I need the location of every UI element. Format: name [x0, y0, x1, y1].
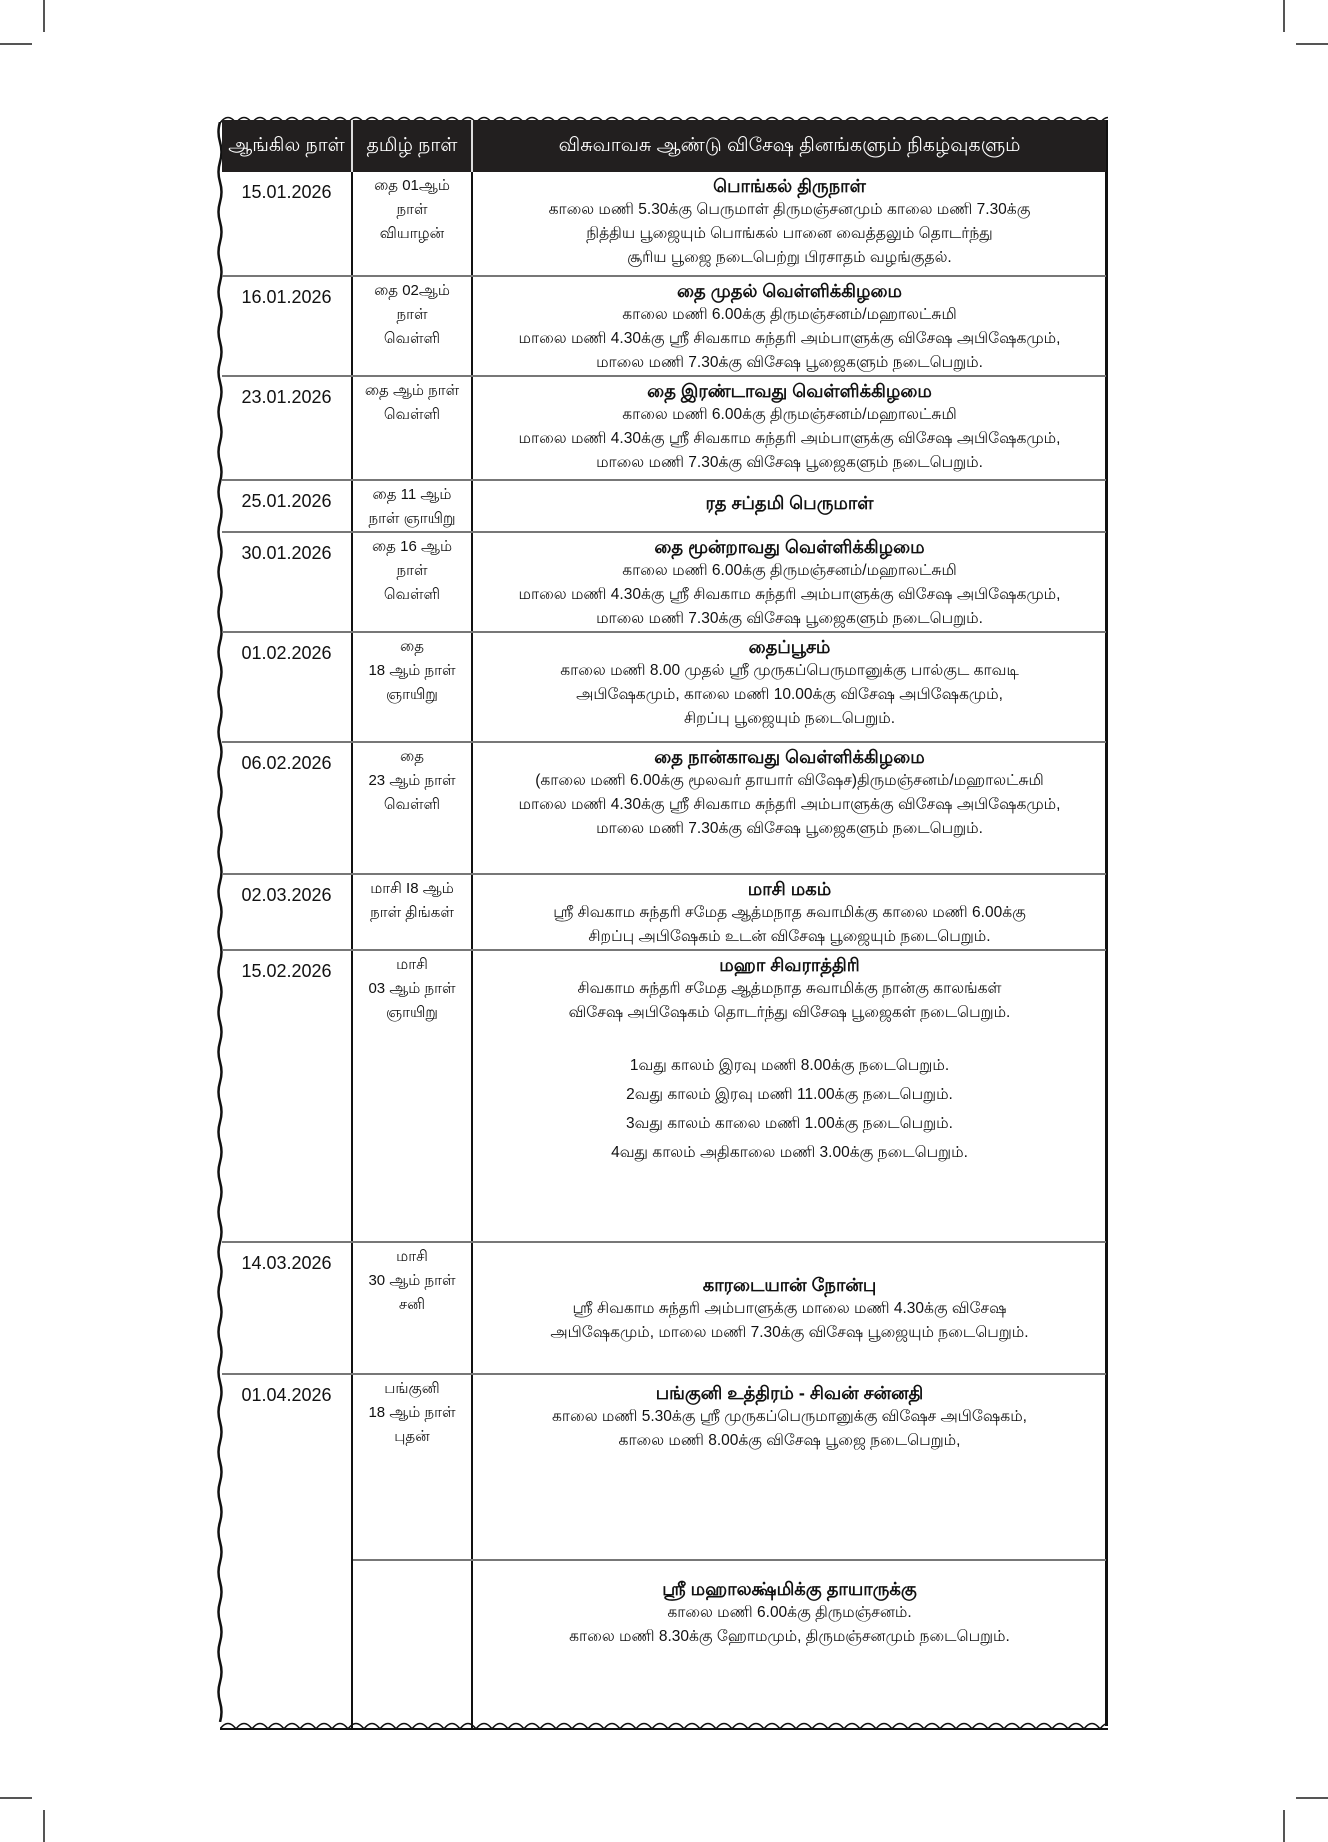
tamil-date-line: வியாழன்: [379, 225, 445, 242]
table-row: [222, 950, 1106, 1242]
tamil-date-line: 18 ஆம் நாள்: [368, 1404, 456, 1421]
tamil-date-line: நாள் திங்கள்: [370, 904, 454, 921]
crop-mark: [1283, 0, 1285, 32]
english-date: 23.01.2026: [241, 387, 332, 407]
tamil-date-line: மாசி: [396, 956, 428, 973]
english-date-cell: [222, 1374, 352, 1560]
tamil-date-line: தை 02ஆம்: [374, 282, 450, 299]
event-cell: [472, 950, 1106, 1242]
event-title: தை மூன்றாவது வெள்ளிக்கிழமை: [654, 537, 925, 557]
tamil-date-line: ஞாயிறு: [386, 686, 438, 703]
tamil-date-line: நாள்: [396, 562, 428, 579]
table-row: [222, 532, 1106, 632]
table-row: [222, 1560, 1106, 1728]
table-row: [222, 874, 1106, 950]
schedule-table: [222, 120, 1106, 1728]
crop-mark: [43, 0, 45, 32]
english-date-cell: [222, 480, 352, 532]
event-detail-line: மாலை மணி 4.30க்கு ஸ்ரீ சிவகாம சுந்தரி அம்பாளுக்கு விசேஷ அபிஷேகமும்,: [518, 330, 1061, 347]
kalam-line: 3வது காலம் காலை மணி 1.00க்கு நடைபெறும்.: [626, 1115, 953, 1132]
scalloped-border-bottom: [220, 1720, 1108, 1730]
event-cell: [472, 632, 1106, 742]
tamil-date-line: மாசி I8 ஆம்: [370, 880, 454, 897]
tamil-date-line: வெள்ளி: [383, 796, 441, 813]
event-detail-line: காலை மணி 8.30க்கு ஹோமமும், திருமஞ்சனமும் நடைபெறும்.: [569, 1628, 1010, 1645]
event-detail-line: காலை மணி 5.30க்கு பெருமாள் திருமஞ்சனமும் காலை மணி 7.30க்கு: [548, 201, 1031, 218]
table-row: [222, 1242, 1106, 1374]
crop-mark: [43, 1810, 45, 1842]
event-title: பொங்கல் திருநாள்: [713, 176, 866, 196]
event-detail-line: மாலை மணி 7.30க்கு விசேஷ பூஜைகளும் நடைபெறும்.: [596, 820, 983, 837]
table-row: [222, 1374, 1106, 1560]
tamil-date-line: தை ஆம் நாள்: [364, 382, 460, 399]
event-cell: [472, 874, 1106, 950]
event-cell: [472, 276, 1106, 376]
tamil-date-cell: [352, 172, 472, 276]
event-title: தை நான்காவது வெள்ளிக்கிழமை: [654, 747, 925, 767]
event-detail-line: காலை மணி 6.00க்கு திருமஞ்சனம்/மஹாலட்சுமி: [622, 406, 957, 423]
event-detail-line: மாலை மணி 4.30க்கு ஸ்ரீ சிவகாம சுந்தரி அம்பாளுக்கு விசேஷ அபிஷேகமும்,: [518, 796, 1061, 813]
event-cell: [472, 376, 1106, 480]
tamil-date-line: புதன்: [394, 1428, 430, 1445]
crop-mark: [0, 43, 32, 45]
tamil-date-cell: [352, 1560, 472, 1728]
event-detail-line: ஸ்ரீ சிவகாம சுந்தரி அம்பாளுக்கு மாலை மணி 4.30க்கு விசேஷ: [572, 1300, 1007, 1317]
tamil-date-line: தை: [400, 748, 424, 765]
event-cell: [472, 1242, 1106, 1374]
english-date: 06.02.2026: [241, 753, 332, 773]
english-date-cell: [222, 874, 352, 950]
kalam-line: 2வது காலம் இரவு மணி 11.00க்கு நடைபெறும்.: [626, 1086, 953, 1103]
schedule-sheet: [220, 114, 1108, 1730]
tamil-date-cell: [352, 1242, 472, 1374]
kalam-line: 1வது காலம் இரவு மணி 8.00க்கு நடைபெறும்.: [629, 1057, 950, 1074]
crop-mark: [1296, 1797, 1328, 1799]
english-date-cell: [222, 276, 352, 376]
tamil-date-line: நாள் ஞாயிறு: [368, 510, 456, 527]
tamil-date-line: 30 ஆம் நாள்: [368, 1272, 456, 1289]
english-date-cell: [222, 1242, 352, 1374]
tamil-date-line: சனி: [398, 1296, 426, 1313]
event-detail-line: ஸ்ரீ சிவகாம சுந்தரி சமேத ஆத்மநாத சுவாமிக்கு காலை மணி 6.00க்கு: [553, 904, 1026, 921]
event-title: மஹா சிவராத்திரி: [719, 955, 860, 975]
event-title: தைப்பூசம்: [748, 637, 831, 657]
event-detail-line: மாலை மணி 4.30க்கு ஸ்ரீ சிவகாம சுந்தரி அம்பாளுக்கு விசேஷ அபிஷேகமும்,: [518, 586, 1061, 603]
tamil-date-line: பங்குனி: [384, 1380, 440, 1397]
english-date-cell: [222, 376, 352, 480]
event-detail-line: சிறப்பு அபிஷேகம் உடன் விசேஷ பூஜையும் நடைபெறும்.: [588, 928, 991, 945]
tamil-date-line: 23 ஆம் நாள்: [368, 772, 456, 789]
event-title: ரத சப்தமி பெருமாள்: [705, 493, 874, 513]
english-date-cell: [222, 532, 352, 632]
tamil-date-line: தை 16 ஆம்: [371, 538, 453, 555]
tamil-date-line: தை: [400, 638, 424, 655]
tamil-date-line: 03 ஆம் நாள்: [368, 980, 456, 997]
tamil-date-cell: [352, 742, 472, 874]
event-detail-line: அபிஷேகமும், மாலை மணி 7.30க்கு விசேஷ பூஜையும் நடைபெறும்.: [550, 1324, 1029, 1341]
english-date: 16.01.2026: [241, 287, 332, 307]
event-cell: [472, 1560, 1106, 1728]
crop-mark: [1296, 43, 1328, 45]
english-date-cell: [222, 950, 352, 1242]
event-detail-line: மாலை மணி 4.30க்கு ஸ்ரீ சிவகாம சுந்தரி அம்பாளுக்கு விசேஷ அபிஷேகமும்,: [518, 430, 1061, 447]
tamil-date-cell: [352, 632, 472, 742]
event-detail-line: காலை மணி 6.00க்கு திருமஞ்சனம்/மஹாலட்சுமி: [622, 562, 957, 579]
english-date: 15.01.2026: [241, 182, 332, 202]
event-detail-line: மாலை மணி 7.30க்கு விசேஷ பூஜைகளும் நடைபெறும்.: [596, 454, 983, 471]
tamil-date-line: வெள்ளி: [383, 330, 441, 347]
crop-mark: [0, 1797, 32, 1799]
table-row: [222, 276, 1106, 376]
tamil-date-cell: [352, 532, 472, 632]
event-detail-line: விசேஷ அபிஷேகம் தொடர்ந்து விசேஷ பூஜைகள் நடைபெறும்.: [568, 1004, 1011, 1021]
event-title: பங்குனி உத்திரம் - சிவன் சன்னதி: [655, 1383, 924, 1403]
tamil-date-cell: [352, 874, 472, 950]
event-detail-line: அபிஷேகமும், காலை மணி 10.00க்கு விசேஷ அபிஷேகமும்,: [576, 686, 1003, 703]
tamil-date-cell: [352, 376, 472, 480]
tamil-date-line: ஞாயிறு: [386, 1004, 438, 1021]
english-date-cell: [222, 632, 352, 742]
event-detail-line: காலை மணி 6.00க்கு திருமஞ்சனம்.: [667, 1604, 912, 1621]
english-date: 14.03.2026: [241, 1253, 332, 1273]
event-detail-line: காலை மணி 8.00க்கு விசேஷ பூஜை நடைபெறும்,: [618, 1432, 961, 1449]
event-detail-line: காலை மணி 8.00 முதல் ஸ்ரீ முருகப்பெருமானுக்கு பால்குட காவடி: [560, 662, 1019, 679]
table-row: [222, 480, 1106, 532]
event-title: காரடையான் நோன்பு: [702, 1275, 877, 1295]
event-detail-line: (காலை மணி 6.00க்கு மூலவர் தாயார் விஷேச)திருமஞ்சனம்/மஹாலட்சுமி: [535, 772, 1044, 789]
tamil-date-line: நாள்: [396, 306, 428, 323]
english-date-cell: [222, 1560, 352, 1728]
event-cell: [472, 1374, 1106, 1560]
event-title: மாசி மகம்: [747, 879, 832, 899]
event-title: தை இரண்டாவது வெள்ளிக்கிழமை: [647, 381, 932, 401]
english-date-cell: [222, 172, 352, 276]
table-row: [222, 742, 1106, 874]
tamil-date-line: நாள்: [396, 201, 428, 218]
header-tamil-date: தமிழ் நாள்: [352, 120, 472, 172]
event-title: ஸ்ரீ மஹாலக்ஷ்மிக்கு தாயாருக்கு: [662, 1579, 917, 1599]
tamil-date-cell: [352, 950, 472, 1242]
event-title: தை முதல் வெள்ளிக்கிழமை: [676, 281, 903, 301]
tamil-date-line: தை 11 ஆம்: [372, 486, 452, 503]
english-date: 30.01.2026: [241, 543, 332, 563]
tamil-date-line: 18 ஆம் நாள்: [368, 662, 456, 679]
english-date: 25.01.2026: [241, 491, 332, 511]
event-detail-line: மாலை மணி 7.30க்கு விசேஷ பூஜைகளும் நடைபெறும்.: [596, 610, 983, 627]
tamil-date-line: மாசி: [396, 1248, 428, 1265]
tamil-date-line: தை 01ஆம்: [374, 177, 450, 194]
event-cell: [472, 172, 1106, 276]
english-date: 01.04.2026: [241, 1385, 332, 1405]
header-events: விசுவாவசு ஆண்டு விசேஷ தினங்களும் நிகழ்வுகளும்: [472, 120, 1106, 172]
table-row: [222, 632, 1106, 742]
event-cell: [472, 742, 1106, 874]
crop-mark: [1283, 1810, 1285, 1842]
table-row: [222, 172, 1106, 276]
event-detail-line: நித்திய பூஜையும் பொங்கல் பானை வைத்தலும் தொடர்ந்து: [586, 225, 993, 242]
tamil-date-cell: [352, 1374, 472, 1560]
english-date: 15.02.2026: [241, 961, 332, 981]
tamil-date-line: வெள்ளி: [383, 406, 441, 423]
english-date: 02.03.2026: [241, 885, 332, 905]
event-detail-line: காலை மணி 6.00க்கு திருமஞ்சனம்/மஹாலட்சுமி: [622, 306, 957, 323]
kalam-line: 4வது காலம் அதிகாலை மணி 3.00க்கு நடைபெறும்.: [611, 1144, 968, 1161]
event-detail-line: சிறப்பு பூஜையும் நடைபெறும்.: [683, 710, 896, 727]
event-detail-line: மாலை மணி 7.30க்கு விசேஷ பூஜைகளும் நடைபெறும்.: [596, 354, 983, 371]
spacer: [473, 1025, 1106, 1051]
event-detail-line: சூரிய பூஜை நடைபெற்று பிரசாதம் வழங்குதல்.: [627, 249, 952, 266]
table-row: [222, 376, 1106, 480]
event-cell: [472, 480, 1106, 532]
english-date-cell: [222, 742, 352, 874]
tamil-date-cell: [352, 480, 472, 532]
table-header-row: [222, 120, 1106, 172]
event-detail-line: காலை மணி 5.30க்கு ஸ்ரீ முருகப்பெருமானுக்கு விஷேச அபிஷேகம்,: [552, 1408, 1027, 1425]
english-date: 01.02.2026: [241, 643, 332, 663]
tamil-date-line: வெள்ளி: [383, 586, 441, 603]
event-detail-line: சிவகாம சுந்தரி சமேத ஆத்மநாத சுவாமிக்கு நான்கு காலங்கள்: [577, 980, 1002, 997]
tamil-date-cell: [352, 276, 472, 376]
header-english-date: ஆங்கில நாள்: [222, 120, 352, 172]
event-cell: [472, 532, 1106, 632]
